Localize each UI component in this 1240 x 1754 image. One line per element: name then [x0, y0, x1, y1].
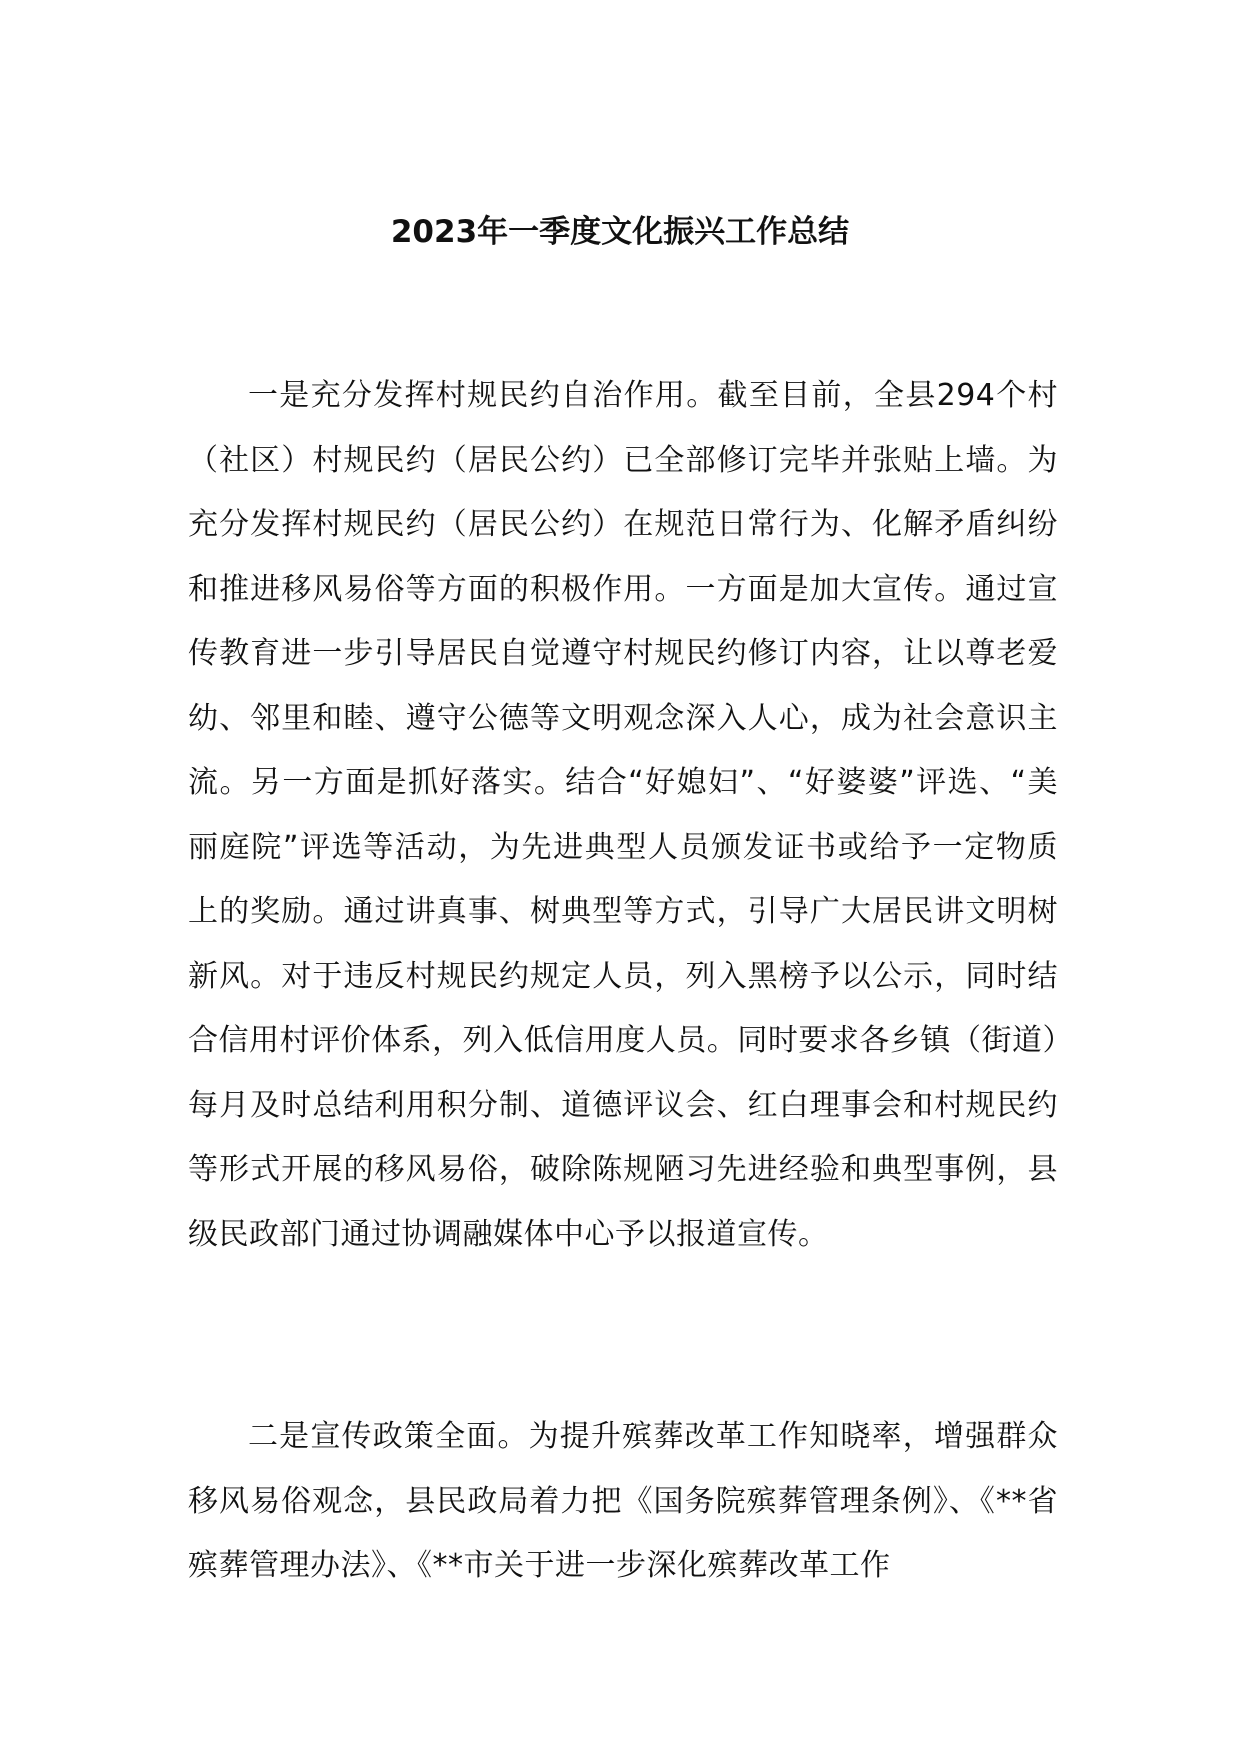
paragraph-village-rules: 一是充分发挥村规民约自治作用。截至目前，全县294个村（社区）村规民约（居民公约）已全部修订完毕并张贴上墙。为充分发挥村规民约（居民公约）在规范日常行为、化解矛盾纠纷和推进移风易俗等方面的积极作用。一方面是加大宣传。通过宣传教育进一步引导居民自觉遵守村规民约修订内容，让以尊老爱幼、邻里和睦、遵守公德等文明观念深入人心，成为社会意识主流。另一方面是抓好落实。结合“好媳妇”、“好婆婆”评选、“美丽庭院”评选等活动，为先进典型人员颁发证书或给予一定物质上的奖励。通过讲真事、树典型等方式，引导广大居民讲文明树新风。对于违反村规民约规定人员，列入黑榜予以公示，同时结合信用村评价体系，列入低信用度人员。同时要求各乡镇（街道）每月及时总结利用积分制、道德评议会、红白理事会和村规民约等形式开展的移风易俗，破除陈规陋习先进经验和典型事例，县级民政部门通过协调融媒体中心予以报道宣传。 [188, 378, 1058, 1252]
document-title: 2023年一季度文化振兴工作总结 [390, 214, 850, 250]
paragraph-policy-publicity: 二是宣传政策全面。为提升殡葬改革工作知晓率，增强群众移风易俗观念，县民政局着力把《国务院殡葬管理条例》、《**省殡葬管理办法》、《**市关于进一步深化殡葬改革工作 [188, 1419, 1058, 1583]
